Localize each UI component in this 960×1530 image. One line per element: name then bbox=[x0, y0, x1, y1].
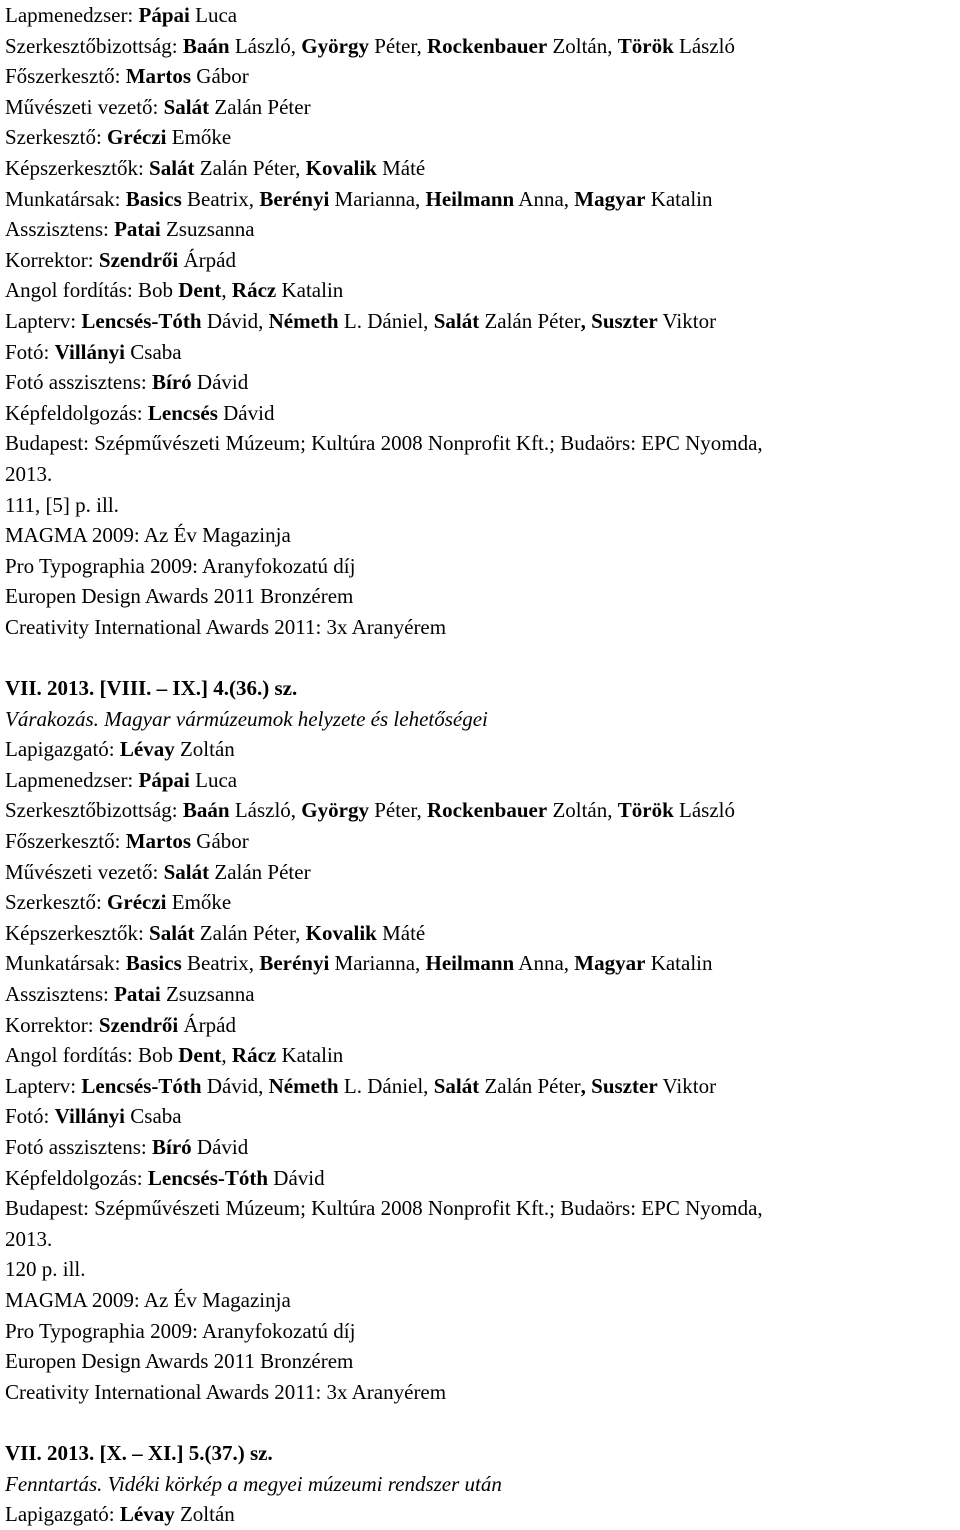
credit-line bbox=[5, 367, 960, 398]
surname: Baán bbox=[182, 798, 230, 823]
text-segment: VII. 2013. [VIII. – IX.] 4.(36.) sz. bbox=[5, 676, 298, 701]
surname: Salát bbox=[149, 920, 195, 945]
text-segment: Budapest: Szépművészeti Múzeum; Kultúra 2008 Nonprofit Kft.; Budaörs: EPC Nyomda, bbox=[5, 431, 763, 456]
surname: György bbox=[301, 33, 369, 58]
surname: Kovalik bbox=[305, 155, 377, 180]
credit-line bbox=[5, 459, 960, 490]
text-segment: Korrektor: bbox=[5, 247, 99, 272]
surname: Berényi bbox=[259, 951, 330, 976]
surname: Bíró bbox=[152, 1134, 192, 1159]
issue-title bbox=[5, 704, 960, 735]
text-segment: Szerkesztő: bbox=[5, 125, 108, 150]
surname: Patai bbox=[114, 982, 161, 1006]
text-segment: Zalán Péter, bbox=[194, 155, 306, 180]
text-segment: 2013. bbox=[5, 461, 53, 486]
text-segment: Munkatársak: bbox=[5, 186, 126, 211]
surname: György bbox=[301, 798, 369, 823]
text-segment: Csaba bbox=[125, 339, 182, 364]
surname: Basics bbox=[125, 186, 182, 211]
surname: Kovalik bbox=[305, 920, 377, 945]
credit-line bbox=[5, 428, 960, 459]
text-segment: Beatrix, bbox=[181, 186, 260, 211]
text-segment: Művészeti vezető: bbox=[5, 94, 164, 119]
credit-line bbox=[5, 1316, 960, 1347]
credit-line bbox=[5, 184, 960, 215]
credit-line bbox=[5, 0, 960, 31]
text-segment: Dávid bbox=[217, 400, 275, 425]
text-segment: Budapest: Szépművészeti Múzeum; Kultúra 2008 Nonprofit Kft.; Budaörs: EPC Nyomda, bbox=[5, 1196, 763, 1221]
credit-line bbox=[5, 765, 960, 796]
credit-line bbox=[5, 734, 960, 765]
surname: Lévay bbox=[119, 737, 175, 762]
text-segment: MAGMA 2009: Az Év Magazinja bbox=[5, 1287, 291, 1312]
credit-line bbox=[5, 245, 960, 276]
text-segment: , bbox=[221, 278, 232, 303]
text-segment: L. Dániel, bbox=[338, 1073, 434, 1098]
credit-line bbox=[5, 1040, 960, 1071]
text-segment: Zalán Péter bbox=[209, 94, 311, 119]
credit-line bbox=[5, 1071, 960, 1102]
credit-line bbox=[5, 1499, 960, 1530]
issue-heading bbox=[5, 1438, 960, 1469]
credit-line bbox=[5, 122, 960, 153]
text-segment: Zoltán bbox=[174, 1502, 235, 1527]
text-segment: Lapterv: bbox=[5, 1073, 82, 1098]
credit-line bbox=[5, 1163, 960, 1194]
surname: Salát bbox=[163, 94, 210, 119]
text-segment: Dávid, bbox=[201, 308, 269, 333]
text-segment: Főszerkesztő: bbox=[5, 64, 126, 89]
credit-line bbox=[5, 979, 960, 1010]
text-segment: Creativity International Awards 2011: 3x Aranyérem bbox=[5, 614, 447, 639]
text-segment: László bbox=[673, 798, 736, 823]
text-segment: Zalán Péter bbox=[479, 1073, 581, 1098]
surname: Magyar bbox=[574, 186, 646, 211]
text-segment: MAGMA 2009: Az Év Magazinja bbox=[5, 523, 291, 548]
text-segment: 120 p. ill. bbox=[5, 1257, 86, 1282]
credit-line bbox=[5, 1132, 960, 1163]
text-segment: Beatrix, bbox=[181, 951, 260, 976]
text-segment: Lapigazgató: bbox=[5, 737, 120, 762]
surname: Török bbox=[617, 798, 674, 823]
text-segment: , bbox=[221, 1043, 232, 1068]
surname: Dent bbox=[178, 1043, 222, 1068]
text-segment: Szerkesztőbizottság: bbox=[5, 33, 183, 58]
credit-line bbox=[5, 490, 960, 521]
credit-line bbox=[5, 214, 960, 245]
credit-line bbox=[5, 948, 960, 979]
surname: , Suszter bbox=[580, 308, 658, 333]
text-segment: László, bbox=[229, 798, 302, 823]
text-segment: Zsuzsanna bbox=[160, 217, 255, 242]
text-segment: Máté bbox=[376, 155, 426, 180]
text-segment: VII. 2013. [X. – XI.] 5.(37.) sz. bbox=[5, 1440, 273, 1465]
surname: Szendrői bbox=[98, 1012, 179, 1037]
surname: Patai bbox=[114, 217, 161, 242]
blank-line bbox=[5, 1407, 960, 1438]
text-segment: Művészeti vezető: bbox=[5, 859, 164, 884]
surname: Török bbox=[617, 33, 674, 58]
text-segment: Lapterv: bbox=[5, 308, 82, 333]
text-segment: Árpád bbox=[178, 247, 236, 272]
surname: Salát bbox=[163, 859, 210, 884]
text-segment: Anna, bbox=[514, 186, 575, 211]
credit-line bbox=[5, 1254, 960, 1285]
surname: Baán bbox=[182, 33, 230, 58]
surname: Villányi bbox=[54, 1104, 126, 1129]
credit-line bbox=[5, 275, 960, 306]
text-segment: Emőke bbox=[166, 125, 232, 150]
text-segment: Dávid bbox=[268, 1165, 325, 1190]
text-segment: Korrektor: bbox=[5, 1012, 99, 1037]
credit-line bbox=[5, 826, 960, 857]
text-segment: Munkatársak: bbox=[5, 951, 126, 976]
text-segment: Katalin bbox=[276, 278, 344, 303]
text-segment: Péter, bbox=[368, 33, 428, 58]
text-segment: László, bbox=[229, 33, 302, 58]
text-segment: Katalin bbox=[645, 951, 713, 976]
credit-line bbox=[5, 1101, 960, 1132]
surname: Rácz bbox=[231, 1043, 277, 1068]
text-segment: Képszerkesztők: bbox=[5, 155, 150, 180]
text-segment: Luca bbox=[189, 3, 238, 27]
surname: Lencsés bbox=[147, 400, 218, 425]
text-segment: Péter, bbox=[368, 798, 428, 823]
credit-line bbox=[5, 92, 960, 123]
text-segment: Szerkesztőbizottság: bbox=[5, 798, 183, 823]
text-segment: Főszerkesztő: bbox=[5, 829, 126, 854]
surname: Lencsés-Tóth bbox=[81, 308, 202, 333]
text-segment: Képfeldolgozás: bbox=[5, 400, 148, 425]
surname: Salát bbox=[149, 155, 195, 180]
surname: Martos bbox=[125, 829, 192, 854]
credit-line bbox=[5, 61, 960, 92]
surname: Rockenbauer bbox=[427, 33, 548, 58]
text-segment: Gábor bbox=[191, 829, 249, 854]
credit-line bbox=[5, 398, 960, 429]
text-segment: Dávid bbox=[191, 1134, 249, 1159]
text-segment: Szerkesztő: bbox=[5, 890, 108, 915]
text-segment: L. Dániel, bbox=[338, 308, 434, 333]
text-segment: Europen Design Awards 2011 Bronzérem bbox=[5, 584, 354, 609]
credit-line bbox=[5, 306, 960, 337]
text-segment: Europen Design Awards 2011 Bronzérem bbox=[5, 1349, 354, 1374]
text-segment: Árpád bbox=[178, 1012, 236, 1037]
surname: Heilmann bbox=[425, 951, 515, 976]
surname: Németh bbox=[268, 1073, 339, 1098]
credit-line bbox=[5, 1010, 960, 1041]
text-segment: Zoltán, bbox=[547, 33, 618, 58]
blank-line bbox=[5, 642, 960, 673]
credit-line bbox=[5, 1193, 960, 1224]
credit-line bbox=[5, 520, 960, 551]
surname: Bíró bbox=[152, 370, 192, 395]
surname: Rockenbauer bbox=[427, 798, 548, 823]
text-segment: Creativity International Awards 2011: 3x Aranyérem bbox=[5, 1379, 447, 1404]
text-segment: Pro Typographia 2009: Aranyfokozatú díj bbox=[5, 553, 356, 578]
text-segment: László bbox=[673, 33, 736, 58]
text-segment: Dávid, bbox=[201, 1073, 269, 1098]
text-segment: Zoltán, bbox=[547, 798, 618, 823]
credit-line bbox=[5, 153, 960, 184]
text-segment: Luca bbox=[189, 767, 238, 792]
text-segment: Képfeldolgozás: bbox=[5, 1165, 148, 1190]
text-segment: Lapmenedzser: bbox=[5, 767, 139, 792]
surname: Lencsés-Tóth bbox=[81, 1073, 202, 1098]
credit-line bbox=[5, 918, 960, 949]
text-segment: Fotó asszisztens: bbox=[5, 1134, 152, 1159]
text-segment: Fenntartás. Vidéki körkép a megyei múzeumi rendszer után bbox=[5, 1471, 502, 1496]
credit-line bbox=[5, 887, 960, 918]
text-segment: Viktor bbox=[657, 1073, 717, 1098]
text-segment: Fotó: bbox=[5, 1104, 55, 1129]
surname: Berényi bbox=[259, 186, 330, 211]
surname: Heilmann bbox=[425, 186, 515, 211]
text-segment: Angol fordítás: Bob bbox=[5, 278, 179, 303]
text-segment: Gábor bbox=[191, 64, 249, 89]
text-segment: Zalán Péter bbox=[479, 308, 581, 333]
text-segment: Zoltán bbox=[174, 737, 235, 762]
text-segment: Pro Typographia 2009: Aranyfokozatú díj bbox=[5, 1318, 356, 1343]
credit-line bbox=[5, 1285, 960, 1316]
text-segment: Marianna, bbox=[329, 951, 426, 976]
text-segment: Anna, bbox=[514, 951, 575, 976]
surname: Pápai bbox=[138, 767, 190, 792]
text-segment: Katalin bbox=[276, 1043, 344, 1068]
surname: Martos bbox=[125, 64, 192, 89]
issue-heading bbox=[5, 673, 960, 704]
surname: Lencsés-Tóth bbox=[147, 1165, 269, 1190]
credit-line bbox=[5, 31, 960, 62]
text-segment: Fotó: bbox=[5, 339, 55, 364]
text-segment: Fotó asszisztens: bbox=[5, 370, 152, 395]
surname: Gréczi bbox=[107, 125, 167, 150]
text-segment: Lapmenedzser: bbox=[5, 3, 139, 27]
text-segment: 111, [5] p. ill. bbox=[5, 492, 119, 517]
text-segment: Emőke bbox=[166, 890, 232, 915]
text-segment: Zalán Péter bbox=[209, 859, 311, 884]
surname: Magyar bbox=[574, 951, 646, 976]
text-segment: Zalán Péter, bbox=[194, 920, 306, 945]
surname: Gréczi bbox=[107, 890, 167, 915]
text-segment: Marianna, bbox=[329, 186, 426, 211]
surname: Lévay bbox=[119, 1502, 175, 1527]
text-segment: Csaba bbox=[125, 1104, 182, 1129]
text-segment: Angol fordítás: Bob bbox=[5, 1043, 179, 1068]
issue-title bbox=[5, 1469, 960, 1500]
surname: Salát bbox=[433, 308, 480, 333]
surname: Pápai bbox=[138, 3, 190, 27]
surname: Villányi bbox=[54, 339, 126, 364]
surname: Rácz bbox=[231, 278, 277, 303]
surname: , Suszter bbox=[580, 1073, 658, 1098]
surname: Szendrői bbox=[98, 247, 179, 272]
surname: Salát bbox=[433, 1073, 480, 1098]
text-segment: Asszisztens: bbox=[5, 982, 115, 1006]
text-segment: Lapigazgató: bbox=[5, 1502, 120, 1527]
credit-line bbox=[5, 337, 960, 368]
surname: Németh bbox=[268, 308, 339, 333]
credit-line bbox=[5, 1377, 960, 1408]
credit-line bbox=[5, 1224, 960, 1255]
text-segment: 2013. bbox=[5, 1226, 53, 1251]
text-segment: Katalin bbox=[645, 186, 713, 211]
credit-line bbox=[5, 551, 960, 582]
credit-line bbox=[5, 795, 960, 826]
credit-line bbox=[5, 612, 960, 643]
text-segment: Asszisztens: bbox=[5, 217, 115, 242]
credit-line bbox=[5, 581, 960, 612]
text-segment: Zsuzsanna bbox=[160, 982, 255, 1006]
credit-line bbox=[5, 1346, 960, 1377]
text-segment: Viktor bbox=[657, 308, 717, 333]
text-segment: Várakozás. Magyar vármúzeumok helyzete és lehetőségei bbox=[5, 706, 488, 731]
text-segment: Dávid bbox=[191, 370, 249, 395]
surname: Basics bbox=[125, 951, 182, 976]
text-segment: Képszerkesztők: bbox=[5, 920, 150, 945]
credit-line bbox=[5, 857, 960, 888]
surname: Dent bbox=[178, 278, 222, 303]
text-segment: Máté bbox=[376, 920, 426, 945]
